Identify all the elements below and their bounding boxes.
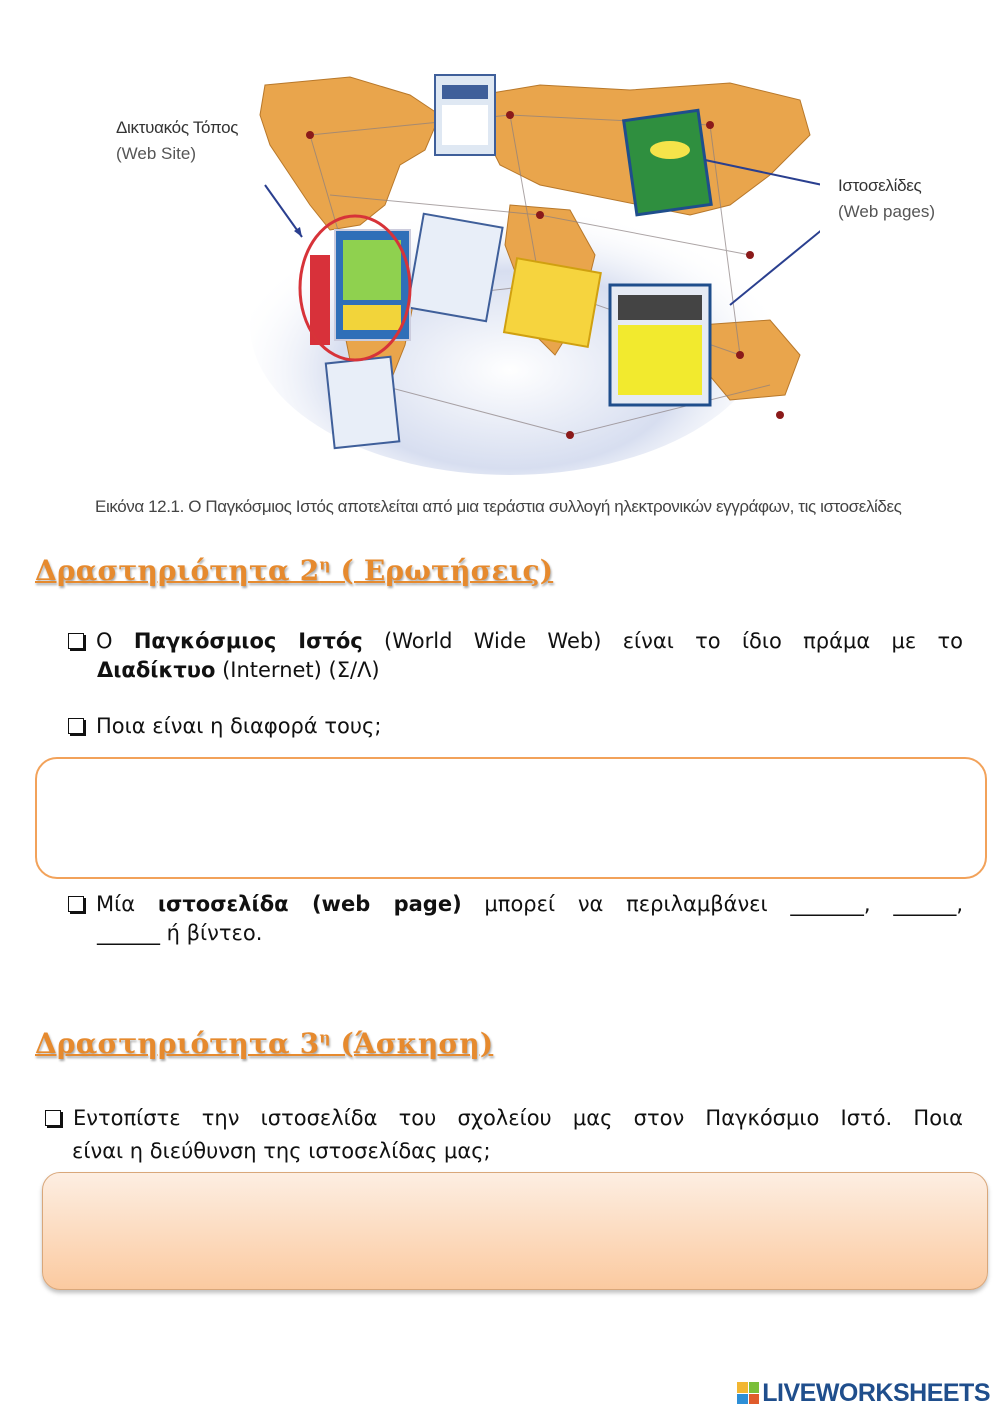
- question-line-2: ______ ή βίντεο.: [97, 921, 263, 945]
- question-line-1: [68, 627, 963, 656]
- checkbox-icon[interactable]: [45, 1110, 61, 1126]
- label-web-site: Δικτυακός Τόπος: [116, 118, 239, 137]
- question-text: Ο: [96, 629, 134, 653]
- checkbox-icon[interactable]: [68, 633, 84, 649]
- world-wide-web-figure: [210, 55, 820, 475]
- question-text: μπορεί να περιλαμβάνει _______, ______,: [461, 892, 963, 916]
- question-text: Εντοπίστε την ιστοσελίδα του σχολείου μας στον Παγκόσμιο Ιστό. Ποια: [73, 1106, 963, 1130]
- question-text: (World Wide Web) είναι το ίδιο πράμα με το: [362, 629, 963, 653]
- label-web-pages-en: (Web pages): [838, 202, 936, 221]
- question-school-website: [45, 1104, 963, 1166]
- question-line-1: [68, 890, 963, 919]
- figure-caption: Εικόνα 12.1. Ο Παγκόσμιος Ιστός αποτελείται από μια τεράστια συλλογή ηλεκτρονικών εγγράφων, τις ιστοσελίδες: [95, 497, 902, 516]
- question-text: Ποια είναι η διαφορά τους;: [96, 714, 382, 738]
- activity-3-heading: [35, 1027, 493, 1060]
- question-web-page-content: [68, 890, 963, 948]
- liveworksheets-logo[interactable]: [737, 1378, 990, 1408]
- question-text: Μία: [96, 892, 158, 916]
- question-difference: [68, 712, 381, 741]
- label-web-pages: Ιστοσελίδες: [838, 176, 922, 195]
- world-map-illustration: [210, 55, 820, 475]
- checkbox-icon[interactable]: [68, 718, 84, 734]
- activity-3-heading-text: Δραστηριότητα 3: [35, 1027, 320, 1060]
- activity-3-heading-sup: η: [319, 1028, 331, 1047]
- question-www-vs-internet: [68, 627, 963, 685]
- question-line-1: [45, 1104, 963, 1133]
- activity-2-heading: [35, 554, 553, 587]
- answer-box-difference[interactable]: [35, 757, 987, 879]
- question-line-2: [68, 656, 963, 685]
- activity-2-heading-sup: η: [319, 555, 331, 574]
- label-web-site-en: (Web Site): [116, 144, 196, 163]
- checkbox-icon[interactable]: [68, 896, 84, 912]
- liveworksheets-wordmark: LIVEWORKSHEETS: [762, 1378, 990, 1407]
- question-line-2: είναι η διεύθυνση της ιστοσελίδας μας;: [72, 1139, 491, 1163]
- activity-3-heading-rest: (Άσκηση): [330, 1027, 494, 1060]
- activity-2-heading-rest: ( Ερωτήσεις): [330, 554, 554, 587]
- question-bold-term: ιστοσελίδα (web page): [157, 892, 462, 916]
- question-text: (Internet) (Σ/Λ): [215, 658, 380, 682]
- answer-box-school-url[interactable]: [42, 1172, 988, 1290]
- question-bold-term: Διαδίκτυο: [97, 658, 216, 682]
- liveworksheets-mark-icon: [737, 1382, 759, 1404]
- activity-2-heading-text: Δραστηριότητα 2: [35, 554, 320, 587]
- question-bold-term: Παγκόσμιος Ιστός: [133, 629, 363, 653]
